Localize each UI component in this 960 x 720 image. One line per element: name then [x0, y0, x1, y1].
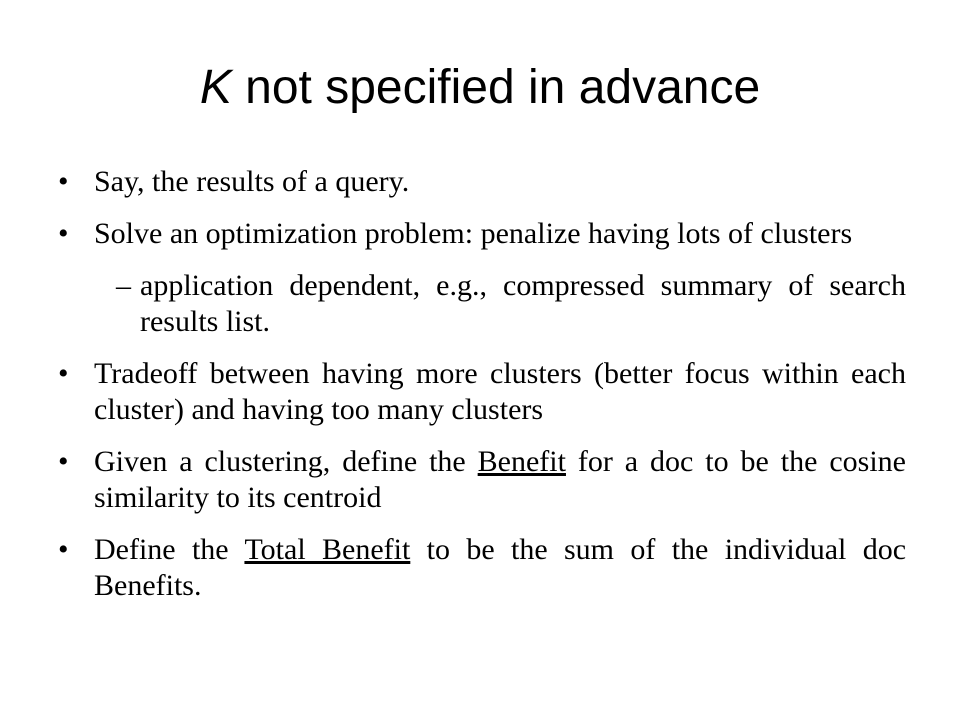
title-text: not specified in advance [231, 61, 761, 114]
bullet-dot-icon: • [58, 357, 69, 390]
bullet-item [58, 216, 906, 252]
term-total-benefit: Total Benefit [244, 533, 411, 566]
sub-bullet-item [58, 268, 906, 340]
bullet-text [94, 533, 906, 602]
bullet-list [58, 164, 906, 620]
slide-title [0, 58, 960, 118]
bullet-text [94, 445, 906, 514]
bullet-dot-icon: • [58, 533, 69, 566]
bullet-text: Say, the results of a query. [94, 165, 410, 198]
bullet-text: Tradeoff between having more clusters (better focus within each cluster) and having too many clusters [94, 357, 906, 426]
bullet-text-pre: Define the [94, 533, 245, 566]
sub-bullet-text: application dependent, e.g., compressed summary of search results list. [140, 269, 906, 338]
bullet-item [58, 164, 906, 200]
term-benefit: Benefit [477, 445, 566, 478]
bullet-item [58, 356, 906, 428]
bullet-text-pre: Given a clustering, define the [94, 445, 478, 478]
bullet-dot-icon: • [58, 445, 69, 478]
bullet-item [58, 532, 906, 604]
bullet-dot-icon: • [58, 217, 69, 250]
bullet-dot-icon: • [58, 165, 69, 198]
bullet-item [58, 444, 906, 516]
bullet-text: Solve an optimization problem: penalize having lots of clusters [94, 217, 853, 250]
bullet-text-post: for a doc to be the cosine similarity to its centroid [94, 445, 906, 514]
title-italic-k: K [199, 61, 232, 114]
bullet-text-post: to be the sum of the individual doc Benefits. [94, 533, 907, 602]
dash-icon: – [116, 269, 131, 302]
